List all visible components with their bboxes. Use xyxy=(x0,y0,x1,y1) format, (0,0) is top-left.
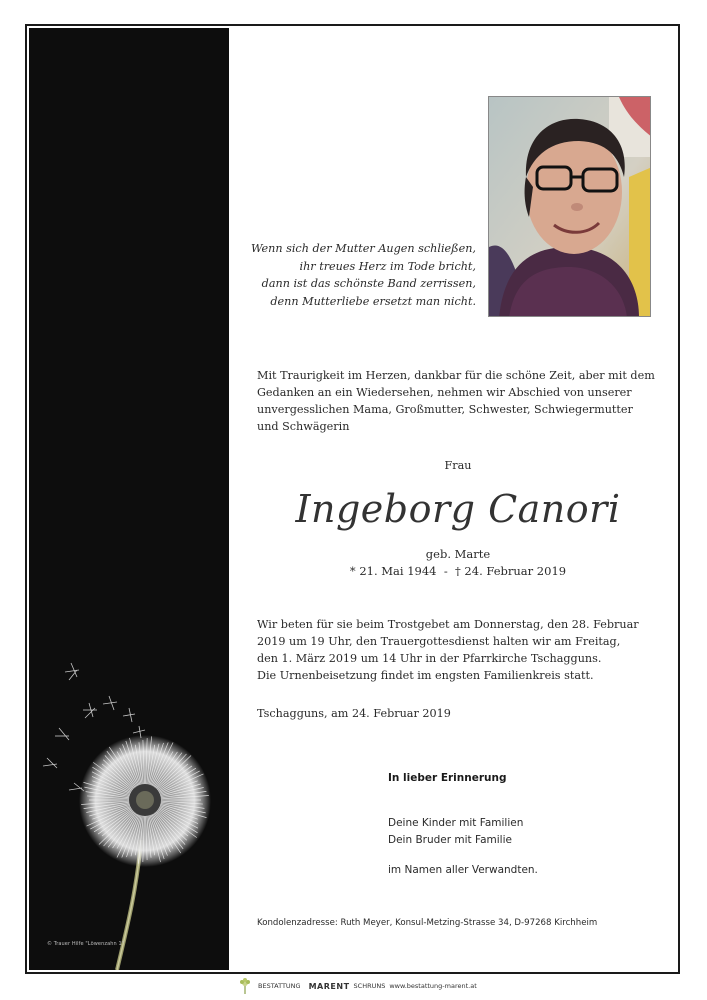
family-line: Dein Bruder mit Familie xyxy=(388,834,512,846)
death-date: † 24. Februar 2019 xyxy=(455,564,567,578)
condolence-address: Kondolenzadresse: Ruth Meyer, Konsul-Metzing-Strasse 34, D-97268 Kirchheim xyxy=(257,918,598,928)
family-list xyxy=(388,815,523,849)
footer-prefix: BESTATTUNG xyxy=(258,982,301,990)
poem-line: Wenn sich der Mutter Augen schließen, xyxy=(250,242,476,255)
portrait-image xyxy=(489,97,651,317)
intro-text: Mit Traurigkeit im Herzen, dankbar für die schöne Zeit, aber mit dem Gedanken an ein Wiedersehen, nehmen wir Abschied von unserer unvergesslichen Mama, Großmutter, Schwester, Schwiegermutter und Schwägerin xyxy=(257,369,655,433)
place-date: Tschagguns, am 24. Februar 2019 xyxy=(257,707,451,720)
deceased-name: Ingeborg Canori xyxy=(295,487,621,531)
salutation: Frau xyxy=(444,459,472,472)
memory-heading: In lieber Erinnerung xyxy=(388,772,507,784)
footer-city: SCHRUNS xyxy=(353,982,386,990)
poem-line: ihr treues Herz im Tode bricht, xyxy=(299,259,476,273)
life-dates xyxy=(0,564,707,578)
service-line: Die Urnenbeisetzung findet im engsten Familienkreis statt. xyxy=(257,669,594,682)
service-line: den 1. März 2019 um 14 Uhr in der Pfarrkirche Tschagguns. xyxy=(257,652,602,665)
service-line: 2019 um 19 Uhr, den Trauergottesdienst halten wir am Freitag, xyxy=(257,635,621,648)
portrait-photo xyxy=(488,96,651,317)
service-info xyxy=(257,616,662,684)
relatives-line: im Namen aller Verwandten. xyxy=(388,864,538,876)
maiden-name: geb. Marte xyxy=(425,547,491,561)
flower-logo-icon xyxy=(238,978,252,994)
poem-line: dann ist das schönste Band zerrissen, xyxy=(261,277,476,290)
birth-date: * 21. Mai 1944 xyxy=(349,564,437,578)
family-line: Deine Kinder mit Familien xyxy=(388,817,524,829)
date-separator: - xyxy=(443,564,448,578)
service-line: Wir beten für sie beim Trostgebet am Donnerstag, den 28. Februar xyxy=(257,618,639,631)
image-copyright: © Trauer Hilfe "Löwenzahn 1" xyxy=(47,941,125,947)
footer-brand: MARENT xyxy=(308,981,350,991)
footer xyxy=(238,978,481,994)
footer-website[interactable]: www.bestattung-marent.at xyxy=(389,982,477,990)
poem-line: denn Mutterliebe ersetzt man nicht. xyxy=(270,294,476,308)
poem xyxy=(250,240,476,310)
